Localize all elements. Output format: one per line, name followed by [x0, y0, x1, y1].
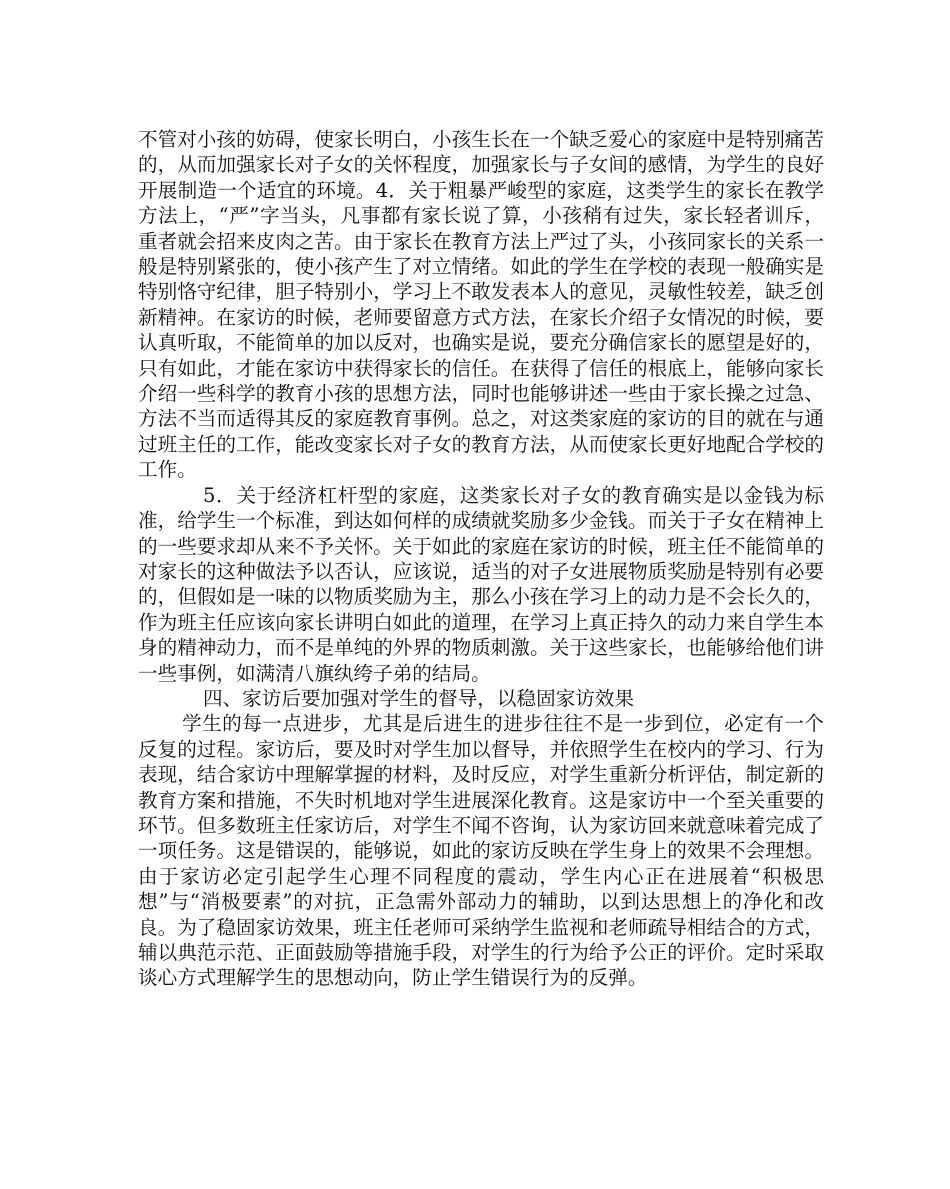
paragraph-post-visit-supervision: 学生的每一点进步，尤其是后进生的进步往往不是一步到位，必定有一个反复的过程。家访后，要及时对学生加以督导，并依照学生在校内的学习、行为表现，结合家访中理解掌握的材料，及时反应，对学生重新分析评估，制定新的教育方案和措施，不失时机地对学生进展深化教育。这是家访中一个至关重要的环节。但多数班主任家访后，对学生不闻不咨询，认为家访回来就意味着完成了一项任务。这是错误的，能够说，如此的家访反映在学生身上的效果不会理想。由于家访必定引起学生心理不同程度的震动，学生内心正在进展着“积极思想”与“消极要素”的对抗，正急需外部动力的辅助，以到达思想上的净化和改良。为了稳固家访效果，班主任老师可采纳学生监视和老师疏导相结合的方式，辅以典范示范、正面鼓励等措施手段，对学生的行为给予公正的评价。定时采取谈心方式理解学生的思想动向，防止学生错误行为的反弹。	[138, 712, 824, 990]
document-body	[138, 127, 824, 991]
paragraph-parenting-styles: 不管对小孩的妨碍，使家长明白，小孩生长在一个缺乏爱心的家庭中是特别痛苦的，从而加强家长对子女的关怀程度，加强家长与子女间的感情，为学生的良好开展制造一个适宜的环境。4．关于粗暴严峻型的家庭，这类学生的家长在教学方法上，“严”字当头，凡事都有家长说了算，小孩稍有过失，家长轻者训斥，重者就会招来皮肉之苦。由于家长在教育方法上严过了头，小孩同家长的关系一般是特别紧张的，使小孩产生了对立情绪。如此的学生在学校的表现一般确实是特别恪守纪律，胆子特别小，学习上不敢发表本人的意见，灵敏性较差，缺乏创新精神。在家访的时候，老师要留意方式方法，在家长介绍子女情况的时候，要认真听取，不能简单的加以反对，也确实是说，要充分确信家长的愿望是好的，只有如此，才能在家访中获得家长的信任。在获得了信任的根底上，能够向家长介绍一些科学的教育小孩的思想方法，同时也能够讲述一些由于家长操之过急、方法不当而适得其反的家庭教育事例。总之，对这类家庭的家访的目的就在与通过班主任的工作，能改变家长对子女的教育方法，从而使家长更好地配合学校的工作。	[138, 128, 824, 482]
section-heading-post-visit-supervision: 四、家访后要加强对学生的督导，以稳固家访效果	[203, 686, 635, 710]
paragraph-economic-lever-family: 5．关于经济杠杆型的家庭，这类家长对子女的教育确实是以金钱为标准，给学生一个标准，到达如何样的成绩就奖励多少金钱。而关于子女在精神上的一些要求却从来不予关怀。关于如此的家庭在家访的时候，班主任不能简单的对家长的这种做法予以否认，应该说，适当的对子女进展物质奖励是特别有必要的，但假如是一味的以物质奖励为主，那么小孩在学习上的动力是不会长久的，作为班主任应该向家长讲明白如此的道理，在学习上真正持久的动力来自学生本身的精神动力，而不是单纯的外界的物质刺激。关于这些家长，也能够给他们讲一些事例，如满清八旗纨绔子弟的结局。	[138, 483, 824, 685]
